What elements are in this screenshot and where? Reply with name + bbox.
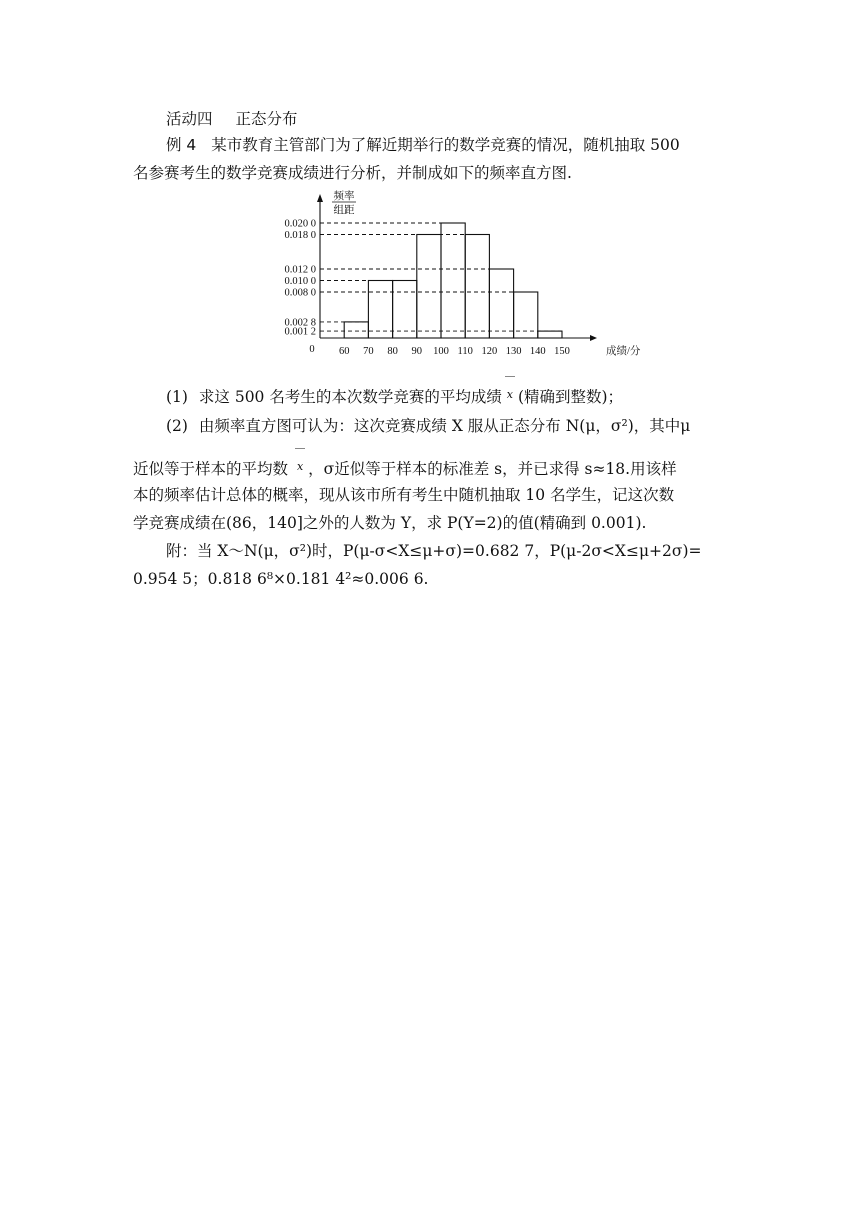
xbar-symbol: x <box>297 457 303 477</box>
x-tick-label: 60 <box>338 346 350 357</box>
xbar-symbol: x <box>507 385 513 405</box>
histogram-bar <box>441 223 465 338</box>
x-tick-label: 110 <box>457 346 473 357</box>
y-tick-label: 0.008 0 <box>284 287 316 299</box>
y-tick-label: 0.020 0 <box>284 218 316 230</box>
x-tick-label: 140 <box>529 346 546 357</box>
question-2-line-1 <box>166 416 690 436</box>
section-subtitle: 正态分布 <box>235 110 298 128</box>
histogram-bar <box>417 235 441 339</box>
example-intro-line-2: 名参赛考生的数学竞赛成绩进行分析，并制成如下的频率直方图. <box>133 164 572 182</box>
x-axis-arrow-icon <box>590 335 597 341</box>
x-tick-label: 130 <box>505 346 522 357</box>
question-2-line-3: 本的频率估计总体的概率，现从该市所有考生中随机抽取 10 名学生，记这次数 <box>133 486 675 504</box>
question-1 <box>166 385 623 407</box>
y-axis-label-top: 频率 <box>333 191 355 202</box>
y-axis-arrow-icon <box>317 194 323 202</box>
y-tick-label: 0.012 0 <box>284 264 316 276</box>
question-2-text-2b: ，σ近似等于样本的标准差 s，并已求得 s≈18.用该样 <box>308 460 677 478</box>
question-2-number: (2) <box>166 417 188 435</box>
section-title: 活动四 <box>166 110 213 128</box>
histogram-bar <box>393 281 417 339</box>
x-axis-label: 成绩/分 <box>606 346 641 357</box>
y-tick-label: 0.002 8 <box>284 317 316 329</box>
x-tick-label: 90 <box>411 346 423 357</box>
x-tick-label: 80 <box>387 346 398 357</box>
histogram-bar <box>465 235 489 339</box>
frequency-histogram <box>268 188 641 360</box>
histogram-bar <box>489 269 513 338</box>
histogram-bar <box>538 331 562 338</box>
y-axis-label-bottom: 组距 <box>333 205 355 216</box>
question-2-line-2 <box>133 457 677 479</box>
question-1-text-a: 求这 500 名考生的本次数学竞赛的平均成绩 <box>198 388 502 406</box>
histogram-bar <box>344 322 368 338</box>
y-tick-label: 0.018 0 <box>284 230 316 241</box>
question-2-text-2a: 近似等于样本的平均数 <box>133 460 289 478</box>
x-tick-label: 70 <box>363 346 374 357</box>
question-1-number: (1) <box>166 388 188 406</box>
x-tick-label: 150 <box>554 346 570 357</box>
y-tick-label: 0.010 0 <box>284 276 316 287</box>
appendix-line-1: 附：当 X～N(μ，σ²)时，P(μ-σ<X≤μ+σ)=0.682 7，P(μ-2σ<X≤μ+2σ)= <box>166 542 702 560</box>
example-intro-text-1: 某市教育主管部门为了解近期举行的数学竞赛的情况，随机抽取 500 <box>211 136 680 154</box>
question-2-line-4: 学竞赛成绩在(86，140]之外的人数为 Y，求 P(Y=2)的值(精确到 0.001). <box>133 514 647 532</box>
example-label: 例 4 <box>166 136 197 154</box>
histogram-bar <box>368 281 392 339</box>
question-2-text-1: 由频率直方图可认为：这次竞赛成绩 X 服从正态分布 N(μ，σ²)，其中μ <box>198 417 691 435</box>
example-intro-line-1 <box>166 135 680 155</box>
appendix-line-2: 0.954 5；0.818 6⁸×0.181 4²≈0.006 6. <box>133 570 429 588</box>
origin-label: 0 <box>309 344 315 355</box>
question-1-text-b: (精确到整数)； <box>517 388 624 406</box>
x-tick-label: 100 <box>433 346 449 357</box>
y-tick-label: 0.001 2 <box>284 326 316 338</box>
x-tick-label: 120 <box>481 346 498 357</box>
section-heading <box>166 107 297 129</box>
